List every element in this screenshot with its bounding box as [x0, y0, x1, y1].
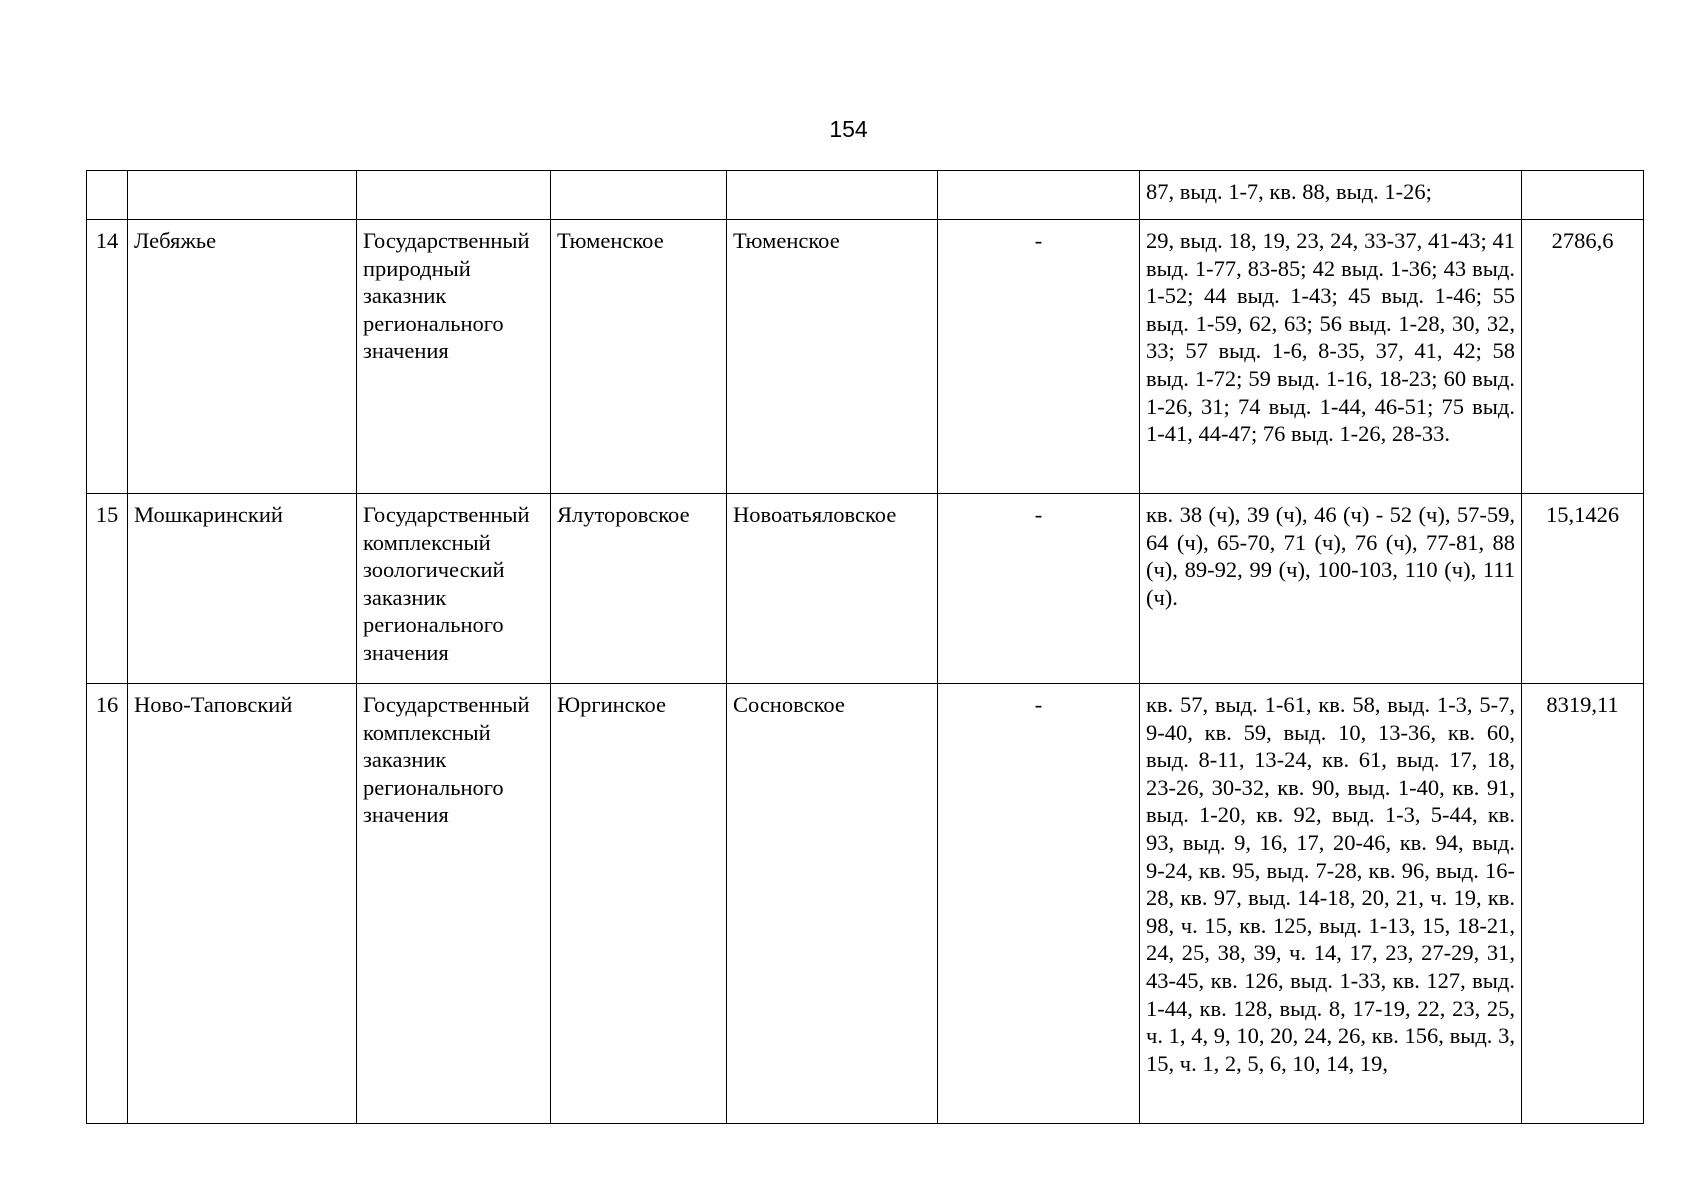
page-number: 154 [829, 116, 868, 142]
area-cell: 15,1426 [1522, 494, 1644, 684]
name-cell [128, 171, 357, 220]
name-cell: Мошкаринский [128, 494, 357, 684]
forestry-cell: Юргинское [551, 684, 727, 1124]
protected-areas-table [86, 170, 1644, 1124]
plots-cell: кв. 57, выд. 1-61, кв. 58, выд. 1-3, 5-7, 9-40, кв. 59, выд. 10, 13-36, кв. 60, выд. 8-11, 13-24, кв. 61, выд. 17, 18, 23-26, 30-32, кв. 90, выд. 1-40, кв. 91, выд. 1-20, кв. 92, выд. 1-3, 5-44, кв. 93, выд. 9, 16, 17, 20-46, кв. 94, выд. 9-24, кв. 95, выд. 7-28, кв. 96, выд. 16-28, кв. 97, выд. 14-18, 20, 21, ч. 19, кв. 98, ч. 15, кв. 125, выд. 1-13, 15, 18-21, 24, 25, 38, 39, ч. 14, 17, 23, 27-29, 31, 43-45, кв. 126, выд. 1-33, кв. 127, выд. 1-44, кв. 128, выд. 8, 17-19, 22, 23, 25, ч. 1, 4, 9, 10, 20, 24, 26, кв. 156, выд. 3, 15, ч. 1, 2, 5, 6, 10, 14, 19, [1140, 684, 1522, 1124]
name-cell: Лебяжье [128, 220, 357, 494]
district-forestry-cell: Тюменское [727, 220, 938, 494]
dash-cell [938, 171, 1140, 220]
row-number-cell: 14 [87, 220, 128, 494]
table-row [87, 494, 1644, 684]
dash-cell: - [938, 220, 1140, 494]
plots-cell: кв. 38 (ч), 39 (ч), 46 (ч) - 52 (ч), 57-59, 64 (ч), 65-70, 71 (ч), 76 (ч), 77-81, 88 (ч), 89-92, 99 (ч), 100-103, 110 (ч), 111 (ч). [1140, 494, 1522, 684]
district-forestry-cell [727, 171, 938, 220]
category-cell [357, 171, 551, 220]
forestry-cell [551, 171, 727, 220]
district-forestry-cell: Сосновское [727, 684, 938, 1124]
table-row [87, 684, 1644, 1124]
forestry-cell: Тюменское [551, 220, 727, 494]
plots-cell: 87, выд. 1-7, кв. 88, выд. 1-26; [1140, 171, 1522, 220]
area-cell [1522, 171, 1644, 220]
plots-cell: 29, выд. 18, 19, 23, 24, 33-37, 41-43; 41 выд. 1-77, 83-85; 42 выд. 1-36; 43 выд. 1-52; 44 выд. 1-43; 45 выд. 1-46; 55 выд. 1-59, 62, 63; 56 выд. 1-28, 30, 32, 33; 57 выд. 1-6, 8-35, 37, 41, 42; 58 выд. 1-72; 59 выд. 1-16, 18-23; 60 выд. 1-26, 31; 74 выд. 1-44, 46-51; 75 выд. 1-41, 44-47; 76 выд. 1-26, 28-33. [1140, 220, 1522, 494]
table-row [87, 220, 1644, 494]
dash-cell: - [938, 684, 1140, 1124]
name-cell: Ново-Таповский [128, 684, 357, 1124]
category-cell: Государственный природный заказник регионального значения [357, 220, 551, 494]
category-cell: Государственный комплексный заказник регионального значения [357, 684, 551, 1124]
row-number-cell: 16 [87, 684, 128, 1124]
forestry-cell: Ялуторовское [551, 494, 727, 684]
area-cell: 2786,6 [1522, 220, 1644, 494]
table-row [87, 171, 1644, 220]
area-cell: 8319,11 [1522, 684, 1644, 1124]
row-number-cell: 15 [87, 494, 128, 684]
dash-cell: - [938, 494, 1140, 684]
row-number-cell [87, 171, 128, 220]
category-cell: Государственный комплексный зоологический заказник регионального значения [357, 494, 551, 684]
district-forestry-cell: Новоатьяловское [727, 494, 938, 684]
